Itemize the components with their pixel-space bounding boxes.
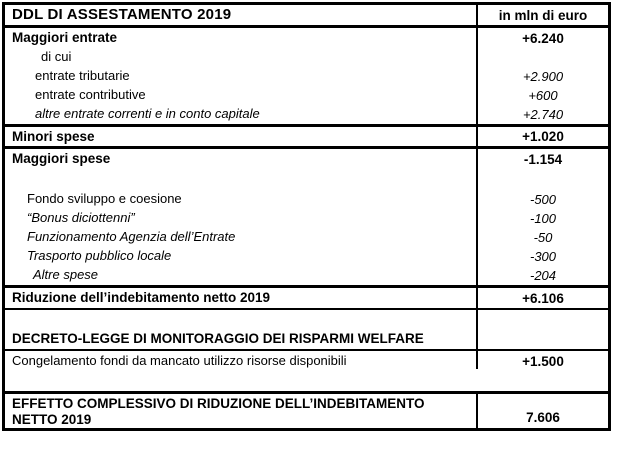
row-entrate-tributarie — [5, 67, 608, 86]
row-label: Trasporto pubblico locale — [27, 248, 172, 264]
row-label: entrate contributive — [35, 87, 146, 103]
row-label: Maggiori entrate — [12, 30, 118, 46]
row-value: -50 — [476, 228, 608, 247]
row-riduzione-indebitamento — [5, 285, 608, 308]
row-value — [476, 329, 608, 349]
row-label — [5, 310, 476, 329]
row-decreto-legge — [5, 329, 608, 349]
table-header-row — [5, 5, 608, 25]
row-minori-spese — [5, 124, 608, 146]
row-label: Fondo sviluppo e coesione — [27, 191, 182, 207]
row-label: Minori spese — [12, 128, 95, 144]
row-value: +1.500 — [476, 351, 608, 369]
row-value: -500 — [476, 190, 608, 209]
row-di-cui — [5, 48, 608, 67]
spacer-row — [5, 308, 608, 329]
row-value: +6.240 — [476, 28, 608, 48]
row-label: Congelamento fondi da mancato utilizzo risorse disponibili — [12, 353, 347, 368]
row-value: -1.154 — [476, 149, 608, 169]
row-value: -300 — [476, 247, 608, 266]
row-altre-spese — [5, 266, 608, 285]
row-label: EFFETTO COMPLESSIVO DI RIDUZIONE DELL’INDEBITAMENTO NETTO 2019 — [12, 395, 425, 427]
row-altre-entrate — [5, 105, 608, 124]
row-bonus-diciottenni — [5, 209, 608, 228]
row-label: di cui — [41, 49, 72, 65]
row-value — [476, 169, 608, 190]
row-label: “Bonus diciottenni” — [27, 210, 135, 226]
row-label: Maggiori spese — [12, 151, 111, 167]
row-label: Funzionamento Agenzia dell’Entrate — [27, 229, 236, 245]
row-value: +1.020 — [476, 127, 608, 146]
row-trasporto-pubblico — [5, 247, 608, 266]
row-value: +6.106 — [476, 288, 608, 308]
table-title: DDL DI ASSESTAMENTO 2019 — [12, 6, 232, 24]
budget-table — [2, 2, 611, 431]
row-label: Altre spese — [33, 267, 99, 283]
row-label: entrate tributarie — [35, 68, 130, 84]
row-funzionamento-agenzia — [5, 228, 608, 247]
row-value: +2.740 — [476, 105, 608, 124]
row-congelamento-fondi — [5, 349, 608, 391]
row-maggiori-entrate — [5, 25, 608, 48]
row-effetto-complessivo — [5, 391, 608, 428]
row-entrate-contributive — [5, 86, 608, 105]
spacer-row — [5, 169, 608, 190]
row-value: +600 — [476, 86, 608, 105]
row-label — [5, 169, 476, 190]
unit-header: in mln di euro — [476, 5, 608, 25]
row-value — [476, 310, 608, 329]
row-value: -204 — [476, 266, 608, 285]
row-label: DECRETO-LEGGE DI MONITORAGGIO DEI RISPARMI WELFARE — [12, 331, 424, 347]
row-label: Riduzione dell’indebitamento netto 2019 — [12, 290, 271, 306]
row-value — [476, 48, 608, 67]
row-value: 7.606 — [476, 394, 608, 428]
row-value: -100 — [476, 209, 608, 228]
row-value: +2.900 — [476, 67, 608, 86]
row-fondo-sviluppo — [5, 190, 608, 209]
row-label: altre entrate correnti e in conto capitale — [35, 106, 260, 122]
row-maggiori-spese — [5, 146, 608, 169]
